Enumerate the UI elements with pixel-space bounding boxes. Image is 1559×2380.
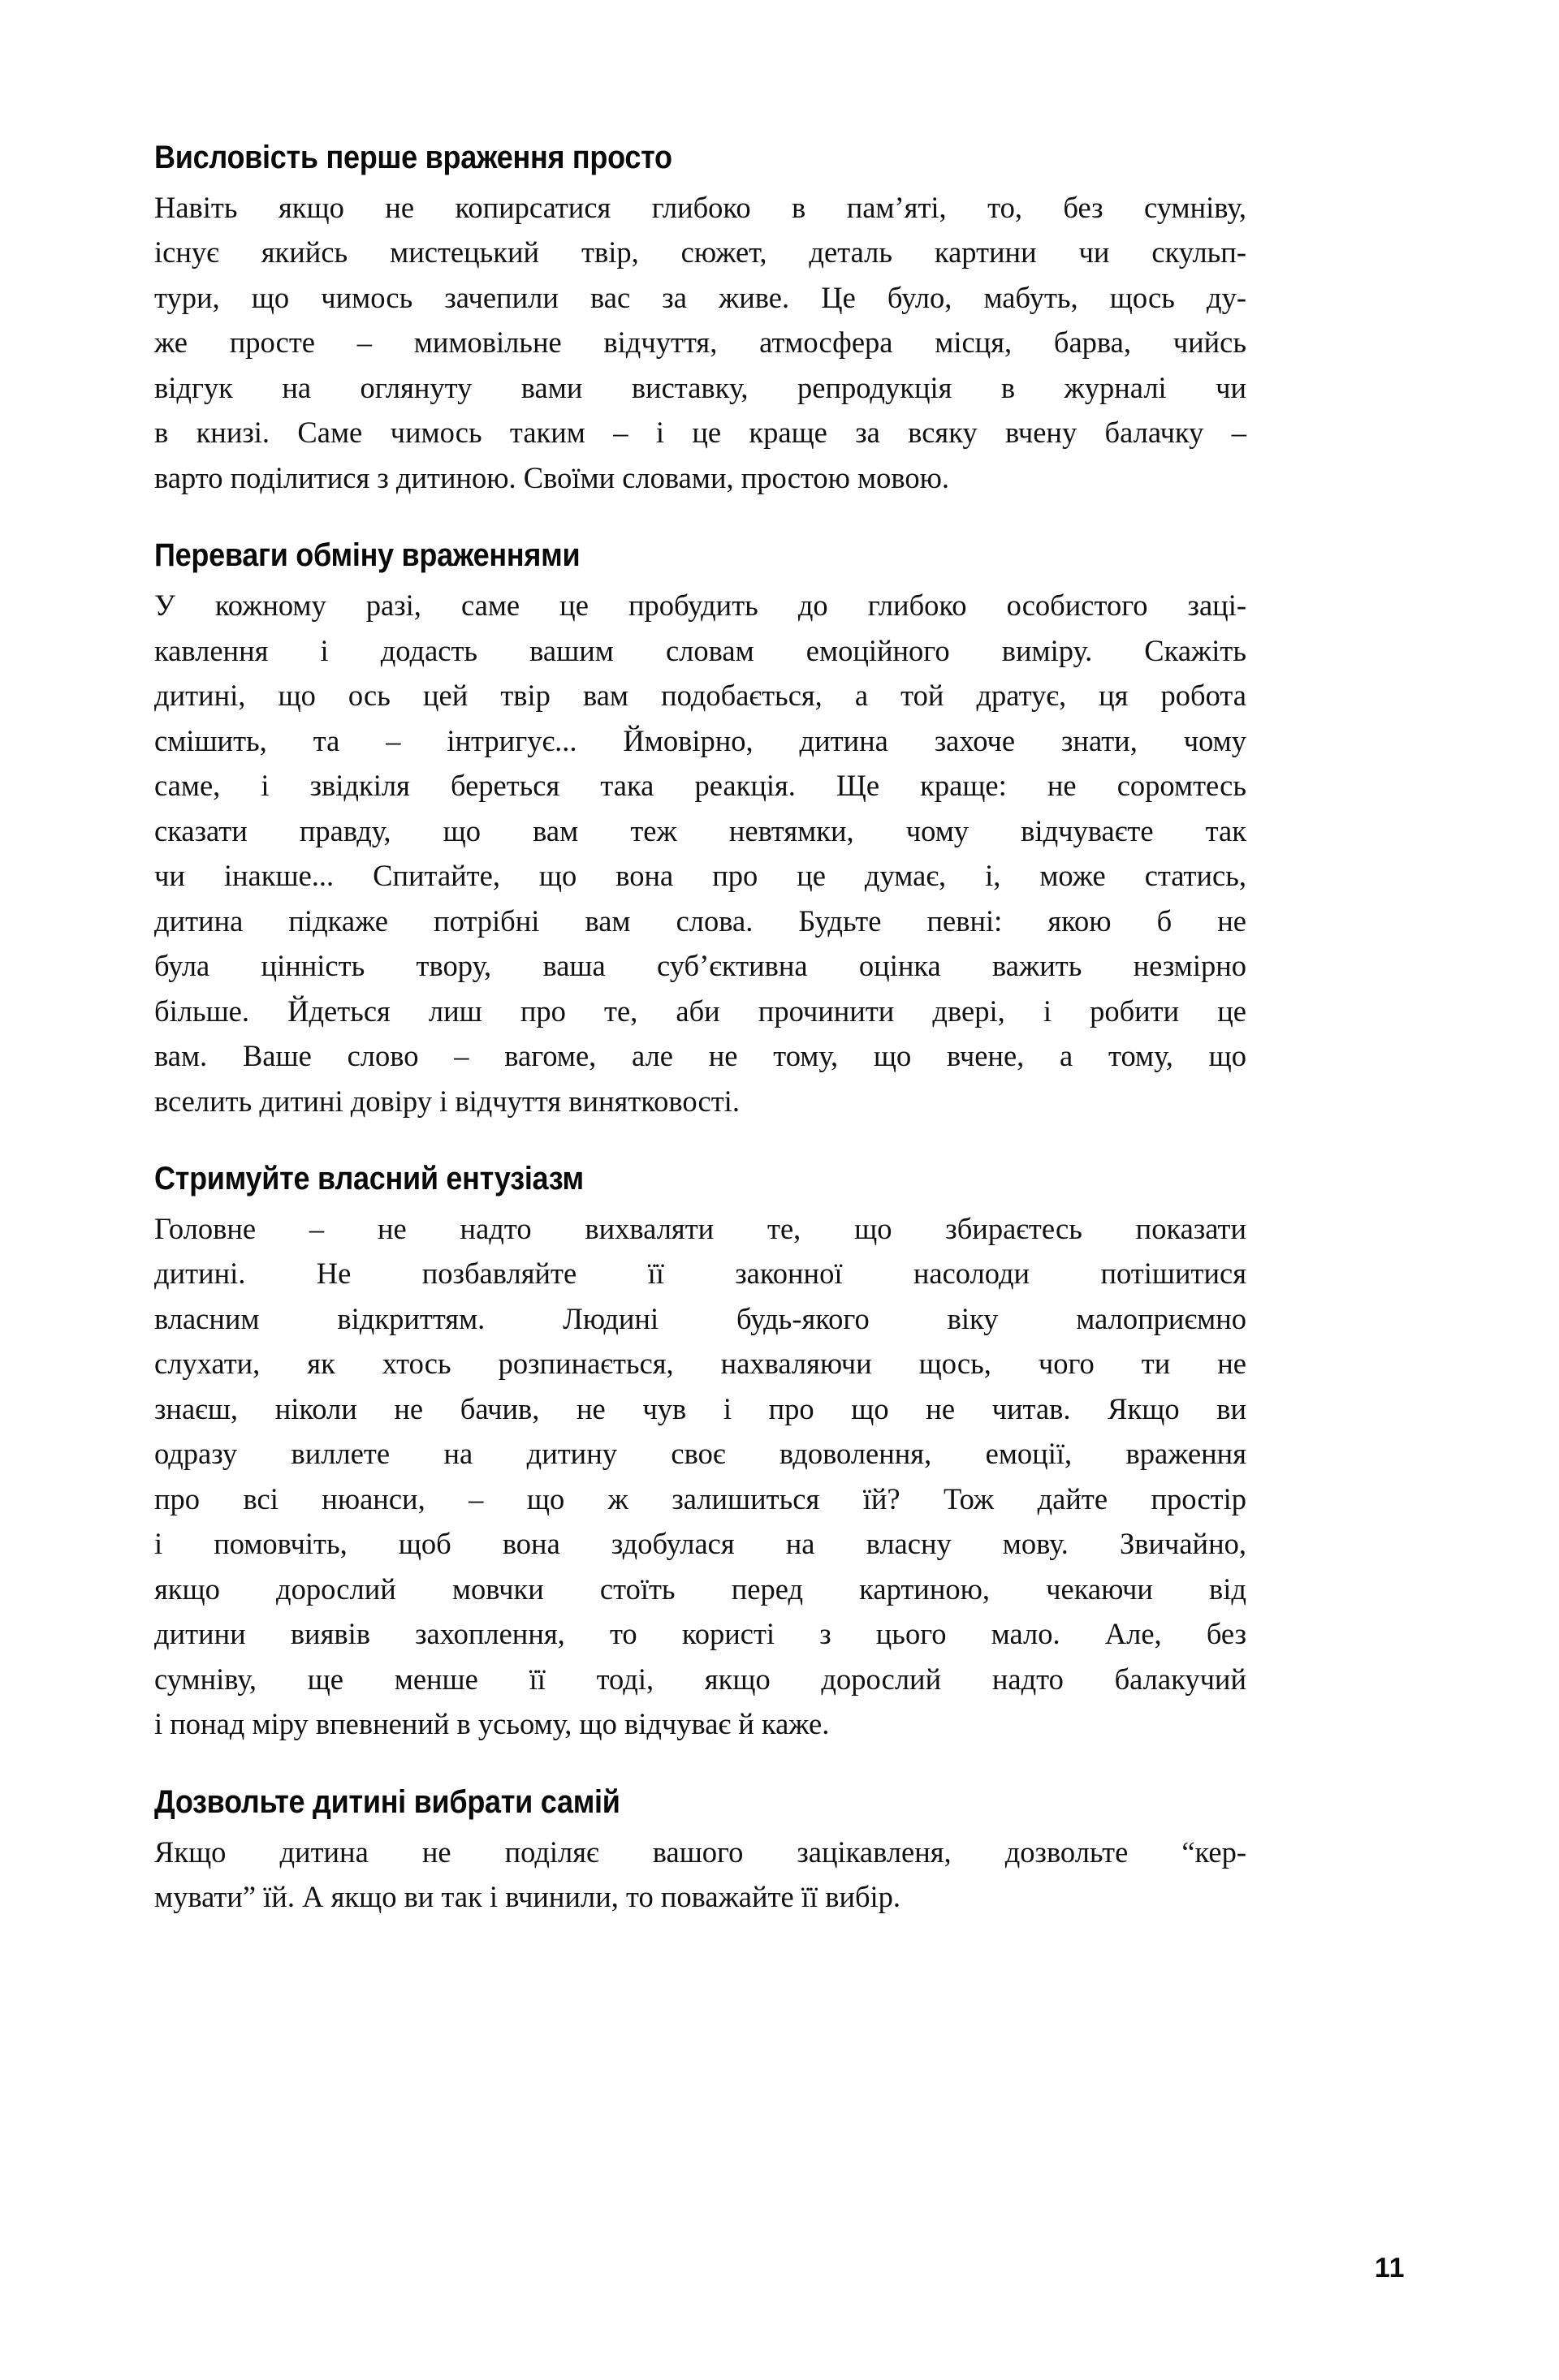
text-line: в книзі. Саме чимось таким – і це краще за всяку вчену балачку –	[154, 416, 1246, 450]
section-body-3	[154, 1206, 1246, 1747]
text-line: варто поділитися з дитиною. Своїми словами, простою мовою.	[154, 460, 949, 494]
section-heading-4: Дозвольте дитині вибрати самій	[154, 1783, 620, 1820]
text-line: саме, і звідкіля береться така реакція. Ще краще: не соромтесь	[154, 769, 1246, 803]
text-line: власним відкриттям. Людині будь-якого віку малоприємно	[154, 1301, 1246, 1335]
section-2	[154, 537, 1246, 1123]
section-heading-1: Висловість перше враження просто	[154, 140, 672, 175]
section-body-1	[154, 185, 1246, 501]
text-line: дитини виявів захоплення, то користі з цього мало. Але, без	[154, 1617, 1246, 1651]
text-line: більше. Йдеться лиш про те, аби прочинити двері, і робити це	[154, 994, 1246, 1028]
text-line: слухати, як хтось розпинається, нахваляючи щось, чого ти не	[154, 1347, 1246, 1381]
text-line: чи інакше... Спитайте, що вона про це думає, і, може статись,	[154, 859, 1246, 893]
section-heading-3: Стримуйте власний ентузіазм	[154, 1161, 584, 1197]
text-line: одразу виллете на дитину своє вдоволення, емоції, враження	[154, 1437, 1246, 1471]
section-3	[154, 1161, 1246, 1747]
text-line: і понад міру впевнений в усьому, що відчуває й каже.	[154, 1707, 830, 1741]
text-line: існує якийсь мистецький твір, сюжет, деталь картини чи скульп-	[154, 235, 1246, 269]
text-line: Навіть якщо не копирсатися глибоко в пам’яті, то, без сумніву,	[154, 190, 1246, 224]
text-line: кавлення і додасть вашим словам емоційного виміру. Скажіть	[154, 633, 1246, 667]
text-line: мувати” їй. А якщо ви так і вчинили, то поважайте її вибір.	[154, 1880, 901, 1914]
text-line: якщо дорослий мовчки стоїть перед картиною, чекаючи від	[154, 1572, 1246, 1606]
text-line: же просте – мимовільне відчуття, атмосфера місця, барва, чийсь	[154, 326, 1246, 360]
text-line: тури, що чимось зачепили вас за живе. Це було, мабуть, щось ду-	[154, 280, 1246, 314]
text-line: дитина підкаже потрібні вам слова. Будьте певні: якою б не	[154, 903, 1246, 938]
section-body-2	[154, 583, 1246, 1123]
text-line: Головне – не надто вихваляти те, що збираєтесь показати	[154, 1211, 1246, 1245]
section-body-4	[154, 1830, 1246, 1920]
section-1	[154, 140, 1246, 500]
text-line: знаєш, ніколи не бачив, не чув і про що не читав. Якщо ви	[154, 1391, 1246, 1425]
text-line: смішить, та – інтригує... Ймовірно, дитина захоче знати, чому	[154, 723, 1246, 757]
section-4	[154, 1784, 1246, 1920]
text-column	[154, 140, 1246, 1920]
section-heading-2: Переваги обміну враженнями	[154, 537, 581, 574]
text-line: вам. Ваше слово – вагоме, але не тому, що вчене, а тому, що	[154, 1039, 1246, 1073]
page-number: 11	[1375, 2253, 1405, 2283]
text-line: дитині. Не позбавляйте її законної насолоди потішитися	[154, 1257, 1246, 1291]
text-line: відгук на оглянуту вами виставку, репродукція в журналі чи	[154, 370, 1246, 404]
text-line: сумніву, ще менше її тоді, якщо дорослий надто балакучий	[154, 1662, 1246, 1696]
text-line: про всі нюанси, – що ж залишиться їй? Тож дайте простір	[154, 1481, 1246, 1516]
text-line: і помовчіть, щоб вона здобулася на власну мову. Звичайно,	[154, 1527, 1246, 1561]
text-line: сказати правду, що вам теж невтямки, чому відчуваєте так	[154, 813, 1246, 847]
text-line: дитині, що ось цей твір вам подобається, а той дратує, ця робота	[154, 679, 1246, 713]
text-line: Якщо дитина не поділяє вашого зацікавленя, дозвольте “кер-	[154, 1835, 1246, 1869]
text-line: вселить дитині довіру і відчуття винятковості.	[154, 1084, 740, 1118]
text-line: була цінність твору, ваша суб’єктивна оцінка важить незмірно	[154, 949, 1246, 983]
text-line: У кожному разі, саме це пробудить до глибоко особистого заці-	[154, 589, 1246, 623]
